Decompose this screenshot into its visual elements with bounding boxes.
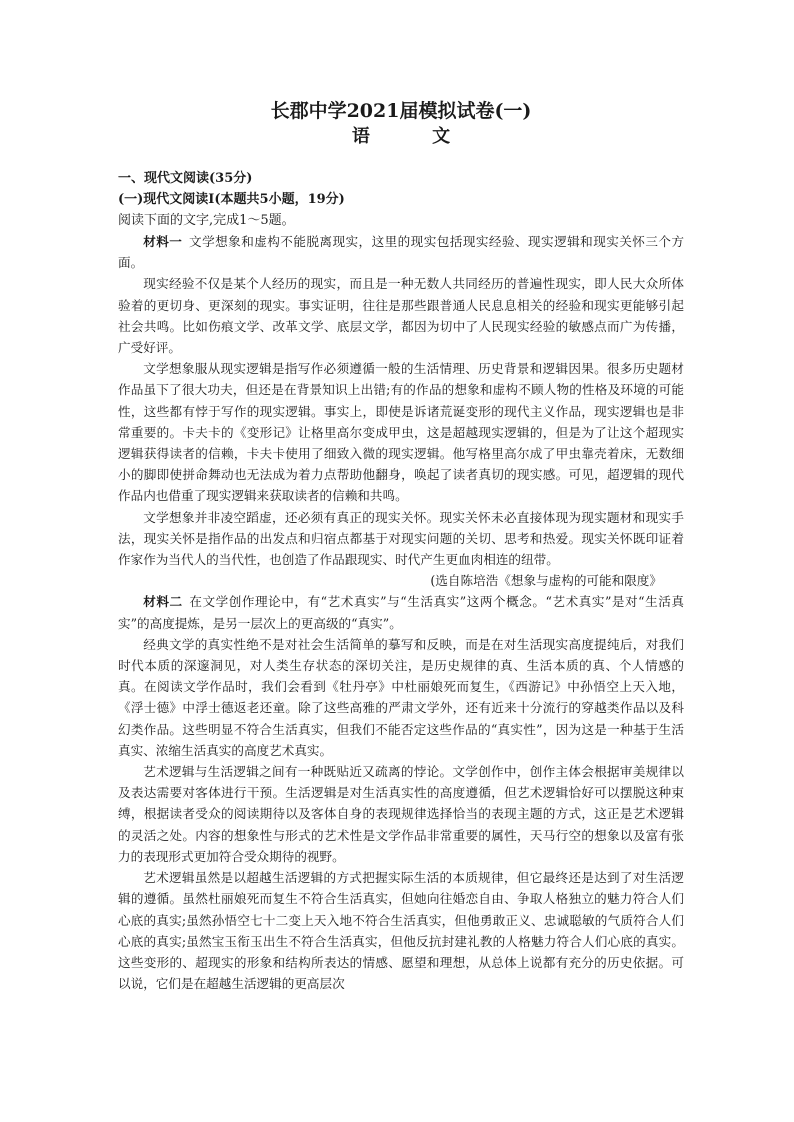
- material2-paragraph-1: [118, 591, 684, 633]
- material1-source: (选自陈培浩《想象与虚构的可能和限度》: [430, 573, 662, 589]
- material2-paragraph-3: 艺术逻辑与生活逻辑之间有一种既贴近又疏离的悖论。文学创作中，创作主体会根据审美规律以及表达需要对客体进行干预。生活逻辑是对生活真实性的高度遵循，但艺术逻辑恰好可以摆脱这种束缚，根据读者受众的阅读期待以及客体自身的表现规律选择恰当的表现主题的方式，这正是艺术逻辑的灵活之处。内容的想象性与形式的艺术性是文学作品非常重要的属性，天马行空的想象以及富有张力的表现形式更加符合受众期待的视野。: [118, 764, 684, 864]
- reading-instruction: 阅读下面的文字,完成1～5题。: [118, 213, 295, 228]
- material1-paragraph-1: [118, 231, 684, 273]
- material2-label: 材料二: [143, 594, 183, 610]
- material1-label: 材料一: [143, 234, 183, 249]
- material2-p1-text: 在文学创作理论中，有“艺术真实”与“生活真实”这两个概念。“艺术真实”是对“生活真实”的高度提炼，是另一层次上的更高级的“真实”。: [118, 594, 684, 631]
- subject-title: 语 文: [351, 126, 479, 147]
- section-heading: 一、现代文阅读(35分): [118, 171, 253, 186]
- material2-paragraph-2: 经典文学的真实性绝不是对社会生活简单的摹写和反映，而是在对生活现实高度提纯后，对我们时代本质的深邃洞见，对人类生存状态的深切关注，是历史规律的真、生活本质的真、个人情感的真。在阅读文学作品时，我们会看到《牡丹亭》中杜丽娘死而复生，《西游记》中孙悟空上天入地，《浮士德》中浮士德返老还童。除了这些高雅的严肃文学外，还有近来十分流行的穿越类作品以及科幻类作品。这些明显不符合生活真实，但我们不能否定这些作品的“真实性”，因为这是一种基于生活真实、浓缩生活真实的高度艺术真实。: [118, 636, 684, 758]
- material2-paragraph-4: 艺术逻辑虽然是以超越生活逻辑的方式把握实际生活的本质规律，但它最终还是达到了对生活逻辑的遵循。虽然杜丽娘死而复生不符合生活真实，但她向往婚恋自由、争取人格独立的魅力符合人们心底的真实;虽然孙悟空七十二变上天入地不符合生活真实，但他勇敢正义、忠诚聪敏的气质符合人们心底的真实;虽然宝玉衔玉出生不符合生活真实，但他反抗封建礼教的人格魅力符合人们心底的真实。这些变形的、超现实的形象和结构所表达的情感、愿望和理想，从总体上说都有充分的历史依据。可以说，它们是在超越生活逻辑的更高层次: [118, 870, 684, 992]
- material1-paragraph-3: 文学想象服从现实逻辑是指写作必须遵循一般的生活情理、历史背景和逻辑因果。很多历史题材作品虽下了很大功夫，但还是在背景知识上出错;有的作品的想象和虚构不顾人物的性格及环境的可能性，这些都有悖于写作的现实逻辑。事实上，即使是诉诸荒诞变形的现代主义作品，现实逻辑也是非常重要的。卡夫卡的《变形记》让格里高尔变成甲虫，这是超越现实逻辑的，但是为了让这个超现实逻辑获得读者的信赖，卡夫卡使用了细致入微的现实逻辑。他写格里高尔成了甲虫靠壳着床，无数细小的脚即使拼命舞动也无法成为着力点帮助他翻身，唤起了读者真切的现实感。可见，超逻辑的现代作品内也借重了现实逻辑来获取读者的信赖和共鸣。: [118, 361, 684, 504]
- material1-p1-text: 文学想象和虚构不能脱离现实，这里的现实包括现实经验、现实逻辑和现实关怀三个方面。: [118, 234, 685, 271]
- subsection-heading: (一)现代文阅读Ⅰ(本题共5小题，19分): [118, 192, 345, 207]
- material1-paragraph-2: 现实经验不仅是某个人经历的现实，而且是一种无数人共同经历的普遍性现实，即人民大众所体验着的更切身、更深刻的现实。事实证明，往往是那些跟普通人民息息相关的经验和现实更能够引起社会共鸣。比如伤痕文学、改革文学、底层文学，都因为切中了人民现实经验的敏感点而广为传播，广受好评。: [118, 276, 684, 356]
- exam-title: 长郡中学2021届模拟试卷(一): [270, 100, 532, 122]
- material1-paragraph-4: 文学想象并非凌空蹈虚，还必须有真正的现实关怀。现实关怀未必直接体现为现实题材和现实手法，现实关怀是指作品的出发点和归宿点都基于对现实问题的关切、思考和热爱。现实关怀既印证着作家作为当代人的当代性，也创造了作品跟现实、时代产生更血肉相连的纽带。: [118, 509, 684, 568]
